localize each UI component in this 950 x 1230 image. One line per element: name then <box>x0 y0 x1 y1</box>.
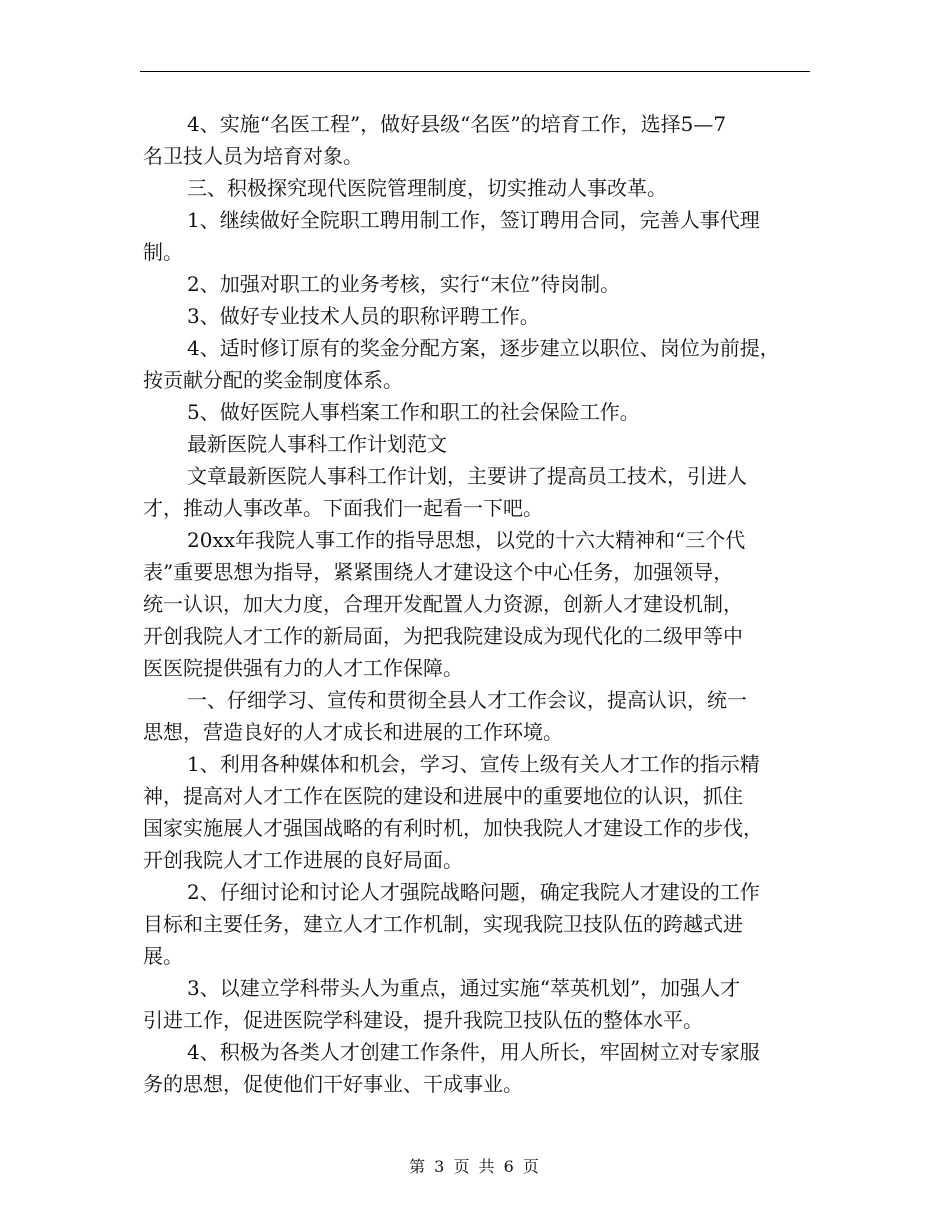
section-heading: 三、积极探究现代医院管理制度，切实推动人事改革。 <box>187 176 667 200</box>
paragraph: 5、做好医院人事档案工作和职工的社会保险工作。 <box>187 400 640 424</box>
paragraph: 4、适时修订原有的奖金分配方案，逐步建立以职位、岗位为前提， 按贡献分配的奖金制度体系。 <box>143 336 780 392</box>
page-footer: 第 3 页 共 6 页 <box>409 1157 541 1176</box>
paragraph: 2、加强对职工的业务考核，实行“末位”待岗制。 <box>187 272 621 296</box>
body-text <box>143 108 813 1100</box>
paragraph: 文章最新医院人事科工作计划，主要讲了提高员工技术，引进人 才，推动人事改革。下面我们一起看一下吧。 <box>143 464 747 520</box>
paragraph: 2、仔细讨论和讨论人才强院战略问题，确定我院人才建设的工作 目标和主要任务，建立人才工作机制，实现我院卫技队伍的跨越式进 展。 <box>143 880 760 968</box>
paragraph: 3、以建立学科带头人为重点，通过实施“萃英机划”，加强人才 引进工作，促进医院学科建设，提升我院卫技队伍的整体水平。 <box>143 976 741 1032</box>
paragraph: 4、实施“名医工程”，做好县级“名医”的培育工作，选择5—7 名卫技人员为培育对象。 <box>143 112 727 168</box>
paragraph: 1、利用各种媒体和机会，学习、宣传上级有关人才工作的指示精 神，提高对人才工作在医院的建设和进展中的重要地位的认识，抓住 国家实施展人才强国战略的有利时机，加快我院人才建设工作的步伐， 开创我院人才工作进展的良好局面。 <box>143 752 763 872</box>
document-title: 最新医院人事科工作计划范文 <box>187 432 447 456</box>
header-rule <box>140 71 810 72</box>
paragraph: 20xx年我院人事工作的指导思想，以党的十六大精神和“三个代 表”重要思想为指导，紧紧围绕人才建设这个中心任务，加强领导， 统一认识，加大力度，合理开发配置人力资源，创新人才建设机制， 开创我院人才工作的新局面，为把我院建设成为现代化的二级甲等中 医医院提供强有力的人才工作保障。 <box>143 528 746 680</box>
section-heading: 一、仔细学习、宣传和贯彻全县人才工作会议，提高认识，统一 思想，营造良好的人才成长和进展的工作环境。 <box>143 688 747 744</box>
paragraph: 1、继续做好全院职工聘用制工作，签订聘用合同，完善人事代理 制。 <box>143 208 760 264</box>
paragraph: 4、积极为各类人才创建工作条件，用人所长，牢固树立对专家服 务的思想，促使他们干好事业、干成事业。 <box>143 1040 760 1096</box>
paragraph: 3、做好专业技术人员的职称评聘工作。 <box>187 304 540 328</box>
